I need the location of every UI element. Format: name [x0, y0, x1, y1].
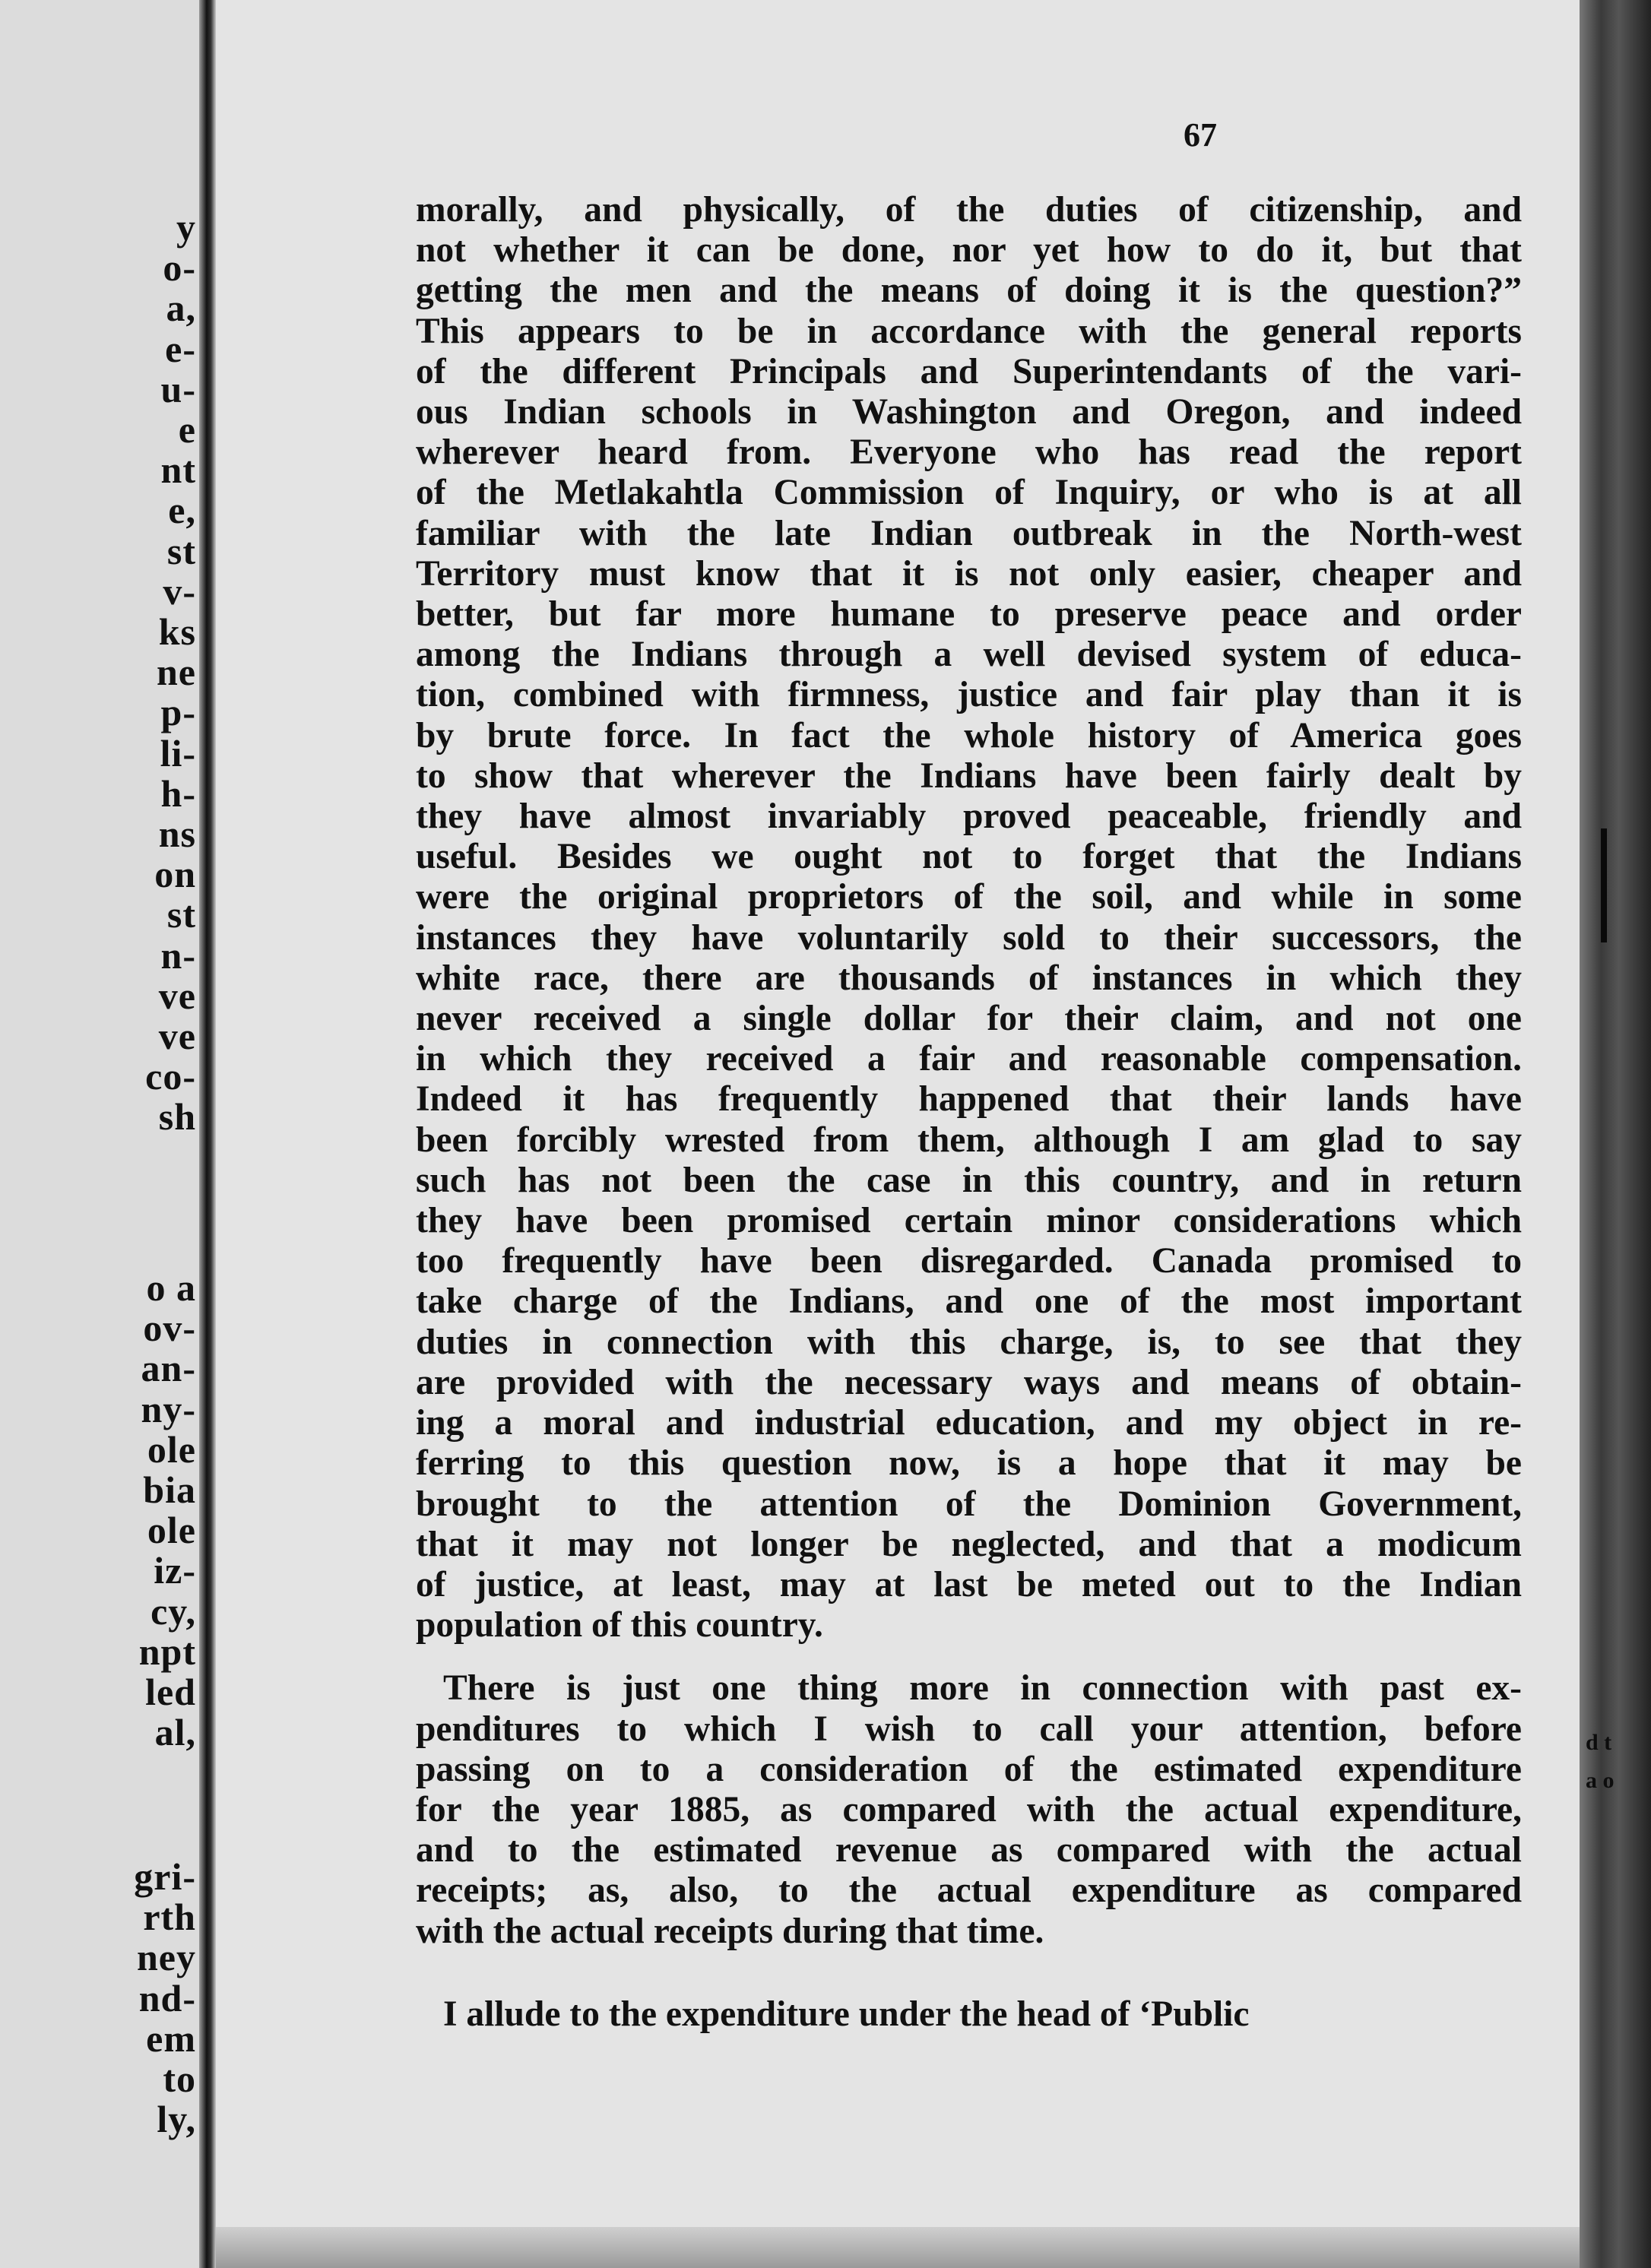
left-page-fragment: st	[166, 529, 196, 572]
text-line: such has not been the case in this country, and in return	[416, 1160, 1522, 1200]
left-page-fragment: ks	[158, 610, 196, 653]
paragraph	[416, 190, 1522, 1646]
text-line: and to the estimated revenue as compared with the actual	[416, 1830, 1522, 1870]
left-page-fragment: bia	[143, 1468, 196, 1511]
text-line: penditures to which I wish to call your attention, before	[416, 1709, 1522, 1749]
left-page-fragment: u-	[160, 367, 196, 410]
paragraph	[416, 1994, 1522, 2035]
text-line: brought to the attention of the Dominion Government,	[416, 1484, 1522, 1524]
left-page-fragment: li-	[160, 731, 196, 774]
left-page-fragment: nd-	[138, 1976, 196, 2019]
text-line: of the Metlakahtla Commission of Inquiry, or who is at all	[416, 473, 1522, 513]
page-number: 67	[1184, 116, 1217, 154]
right-edge-fragment: d t	[1586, 1730, 1612, 1755]
text-line: Territory must know that it is not only easier, cheaper and	[416, 553, 1522, 594]
left-page-fragment: e	[178, 408, 196, 451]
right-edge-fragment: a o	[1586, 1768, 1615, 1793]
text-line: that it may not longer be neglected, and that a modicum	[416, 1524, 1522, 1564]
paragraph	[416, 1668, 1522, 1951]
text-line: population of this country.	[416, 1605, 823, 1646]
facing-page-left	[0, 0, 199, 2268]
text-line: white race, there are thousands of instances in which they	[416, 958, 1522, 998]
left-page-fragment: ns	[158, 812, 196, 855]
left-page-fragment: p-	[160, 691, 196, 734]
left-page-fragment: o-	[163, 246, 196, 290]
book-gutter	[199, 0, 216, 2268]
text-line: to show that wherever the Indians have been fairly dealt by	[416, 755, 1522, 796]
left-page-fragment: n-	[160, 933, 196, 977]
text-line: morally, and physically, of the duties of citizenship, and	[416, 190, 1522, 230]
left-page-fragment: ly,	[157, 2098, 196, 2141]
left-page-fragment: e,	[168, 489, 196, 532]
left-page-fragment: cy,	[151, 1589, 196, 1633]
text-line: tion, combined with firmness, justice and fair play than it is	[416, 675, 1522, 715]
edge-bracket-mark	[1583, 828, 1607, 942]
text-line: I allude to the expenditure under the head of ‘Public	[443, 1994, 1250, 2034]
text-line: were the original proprietors of the soil, and while in some	[416, 877, 1522, 917]
text-line: This appears to be in accordance with the general reports	[416, 311, 1522, 351]
text-line: are provided with the necessary ways and means of obtain-	[416, 1362, 1522, 1402]
left-page-fragment: iz-	[154, 1549, 196, 1592]
left-page-fragment: npt	[138, 1630, 196, 1673]
left-page-fragment: nt	[160, 448, 196, 492]
text-line: with the actual receipts during that time.	[416, 1911, 1044, 1951]
left-page-fragment: v-	[163, 569, 196, 613]
text-line: by brute force. In fact the whole history of America goes	[416, 715, 1522, 755]
left-page-fragment: ole	[147, 1509, 196, 1552]
text-line: too frequently have been disregarded. Canada promised to	[416, 1241, 1522, 1281]
text-line: familiar with the late Indian outbreak in the North-west	[416, 513, 1522, 553]
body-text	[416, 190, 1522, 2035]
text-line: getting the men and the means of doing it is the question?”	[416, 271, 1522, 311]
text-line: been forcibly wrested from them, although I am glad to say	[416, 1120, 1522, 1160]
text-line: ferring to this question now, is a hope that it may be	[416, 1443, 1522, 1484]
left-page-fragment: sh	[158, 1095, 196, 1139]
text-line: Indeed it has frequently happened that their lands have	[416, 1079, 1522, 1120]
text-line: duties in connection with this charge, is, to see that they	[416, 1322, 1522, 1362]
text-line: ing a moral and industrial education, and my object in re-	[416, 1403, 1522, 1443]
left-page-fragment: ve	[158, 1015, 196, 1057]
text-line: instances they have voluntarily sold to their successors, the	[416, 917, 1522, 958]
text-line: never received a single dollar for their claim, and not one	[416, 999, 1522, 1039]
left-page-fragment: ov-	[143, 1307, 196, 1350]
left-page-fragment: al,	[154, 1711, 196, 1754]
left-page-fragment: gri-	[134, 1855, 196, 1898]
left-page-fragment: ole	[147, 1427, 196, 1471]
text-line: receipts; as, also, to the actual expenditure as compared	[416, 1870, 1522, 1911]
text-line: take charge of the Indians, and one of the most important	[416, 1281, 1522, 1322]
book-edge-right	[1580, 0, 1651, 2268]
text-line: among the Indians through a well devised system of educa-	[416, 635, 1522, 675]
text-line: passing on to a consideration of the estimated expenditure	[416, 1749, 1522, 1789]
text-line: they have been promised certain minor considerations which	[416, 1201, 1522, 1241]
left-page-fragment: ney	[137, 1936, 196, 1979]
left-page-fragment: st	[166, 893, 196, 936]
left-page-fragment: o a	[146, 1266, 196, 1309]
left-page-fragment: led	[145, 1671, 196, 1713]
text-line: wherever heard from. Everyone who has read the report	[416, 432, 1522, 473]
text-line: of the different Principals and Superintendants of the vari-	[416, 351, 1522, 391]
text-line: useful. Besides we ought not to forget that the Indians	[416, 837, 1522, 877]
left-page-fragment: to	[163, 2057, 196, 2100]
text-line: they have almost invariably proved peaceable, friendly and	[416, 797, 1522, 837]
text-line: of justice, at least, may at last be meted out to the Indian	[416, 1564, 1522, 1604]
left-page-fragment: an-	[141, 1347, 196, 1390]
left-page-fragment: h-	[160, 771, 196, 815]
text-line: ous Indian schools in Washington and Oregon, and indeed	[416, 392, 1522, 432]
text-line: not whether it can be done, nor yet how to do it, but that	[416, 230, 1522, 271]
left-page-fragment: on	[154, 853, 196, 896]
left-page-fragment: y	[176, 206, 196, 249]
text-line: better, but far more humane to preserve peace and order	[416, 594, 1522, 635]
text-line: for the year 1885, as compared with the actual expenditure,	[416, 1789, 1522, 1829]
left-page-fragment: e-	[165, 327, 196, 370]
text-line: There is just one thing more in connection with past ex-	[443, 1668, 1522, 1709]
left-page-fragment: ne	[157, 651, 196, 694]
left-page-fragment: a,	[166, 287, 196, 330]
left-page-fragment: em	[146, 2016, 196, 2060]
left-page-fragment: ve	[158, 974, 196, 1017]
page-bottom-shadow	[216, 2227, 1580, 2268]
left-page-fragment: co-	[145, 1055, 196, 1098]
left-page-fragment: ny-	[141, 1387, 196, 1430]
text-line: in which they received a fair and reasonable compensation.	[416, 1039, 1522, 1079]
left-page-fragment: rth	[143, 1896, 196, 1939]
